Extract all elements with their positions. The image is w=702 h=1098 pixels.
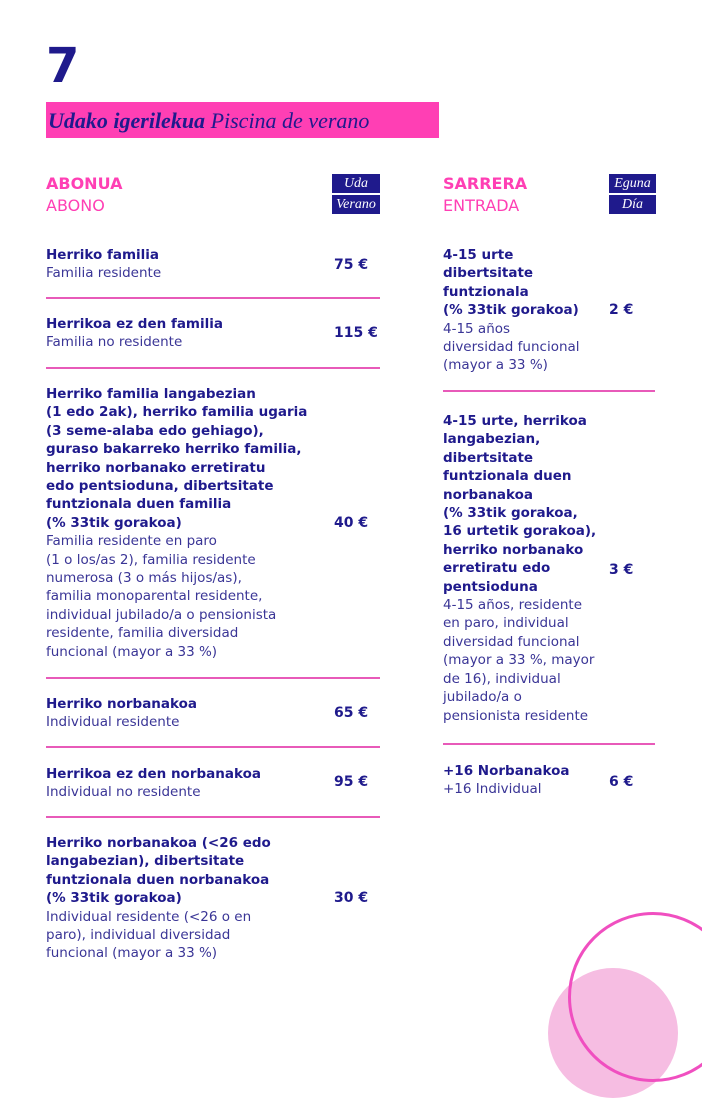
row-label-eu: Herriko norbanakoa (<26 edo langabezian), dibertsitate funtzionala duen norbanakoa (% 33tik gorakoa) xyxy=(46,835,271,907)
entrada-period-es: Día xyxy=(609,195,656,214)
entrada-period xyxy=(609,174,656,216)
abono-row xyxy=(46,385,332,661)
row-label-es: Familia no residente xyxy=(46,334,183,351)
row-label-es: Individual residente (<26 o en paro), individual diversidad funcional (mayor a 33 %) xyxy=(46,908,252,962)
abono-row xyxy=(46,695,326,732)
row-label-eu: 4-15 urte, herrikoa langabezian, dibertsitate funtzionala duen norbanakoa (% 33tik gorakoa, 16 urtetik gorakoa), herriko norbanako erretiratu edo pentsioduna xyxy=(443,413,597,595)
row-label-es: Individual residente xyxy=(46,714,180,731)
row-label-es: Familia residente en paro (1 o los/as 2), familia residente numerosa (3 o más hijos/as), familia monoparental residente, individual jubilado/a o pensionista residente, familia diversidad funcional (mayor a 33 %) xyxy=(46,533,277,660)
row-divider xyxy=(46,297,380,299)
entrada-heading xyxy=(443,173,527,217)
entrada-row xyxy=(443,412,603,725)
abono-price: 75 € xyxy=(334,257,369,273)
entrada-period-eu: Eguna xyxy=(609,174,656,193)
page-title xyxy=(48,108,369,134)
row-divider xyxy=(46,677,380,679)
abono-row xyxy=(46,834,332,963)
abono-row xyxy=(46,765,326,802)
row-label-eu: 4-15 urte dibertsitate funtzionala (% 33tik gorakoa) xyxy=(443,247,579,319)
row-label-es: 4-15 años diversidad funcional (mayor a 33 %) xyxy=(443,320,580,374)
title-eu: Udako igerilekua xyxy=(48,108,206,133)
row-divider xyxy=(46,367,380,369)
row-label-eu: Herrikoa ez den familia xyxy=(46,316,223,332)
row-label-es: Familia residente xyxy=(46,265,162,282)
row-divider xyxy=(443,390,655,392)
abono-row xyxy=(46,246,326,283)
entrada-price: 3 € xyxy=(609,562,634,578)
section-number: 7 xyxy=(46,38,80,94)
abono-price: 115 € xyxy=(334,325,378,341)
row-divider xyxy=(46,746,380,748)
row-label-eu: Herrikoa ez den norbanakoa xyxy=(46,766,261,782)
row-label-es: Individual no residente xyxy=(46,784,201,801)
row-divider xyxy=(443,743,655,745)
abono-heading-eu: ABONUA xyxy=(46,174,123,193)
abono-price: 65 € xyxy=(334,705,369,721)
abono-price: 40 € xyxy=(334,515,369,531)
row-label-eu: Herriko norbanakoa xyxy=(46,696,198,712)
abono-period-es: Verano xyxy=(332,195,380,214)
row-label-eu: Herriko familia xyxy=(46,247,160,263)
abono-period xyxy=(332,174,380,216)
abono-price: 95 € xyxy=(334,774,369,790)
abono-heading-es: ABONO xyxy=(46,196,105,215)
row-label-eu: +16 Norbanakoa xyxy=(443,763,570,779)
row-label-eu: Herriko familia langabezian (1 edo 2ak), herriko familia ugaria (3 seme-alaba edo gehiago), guraso bakarreko herriko familia, herriko norbanako erretiratu edo pentsioduna, dibertsitate funtzionala duen familia (% 33tik gorakoa) xyxy=(46,386,308,531)
row-label-es: +16 Individual xyxy=(443,781,542,798)
abono-period-eu: Uda xyxy=(332,174,380,193)
abono-price: 30 € xyxy=(334,890,369,906)
abono-heading xyxy=(46,173,122,217)
title-es: Piscina de verano xyxy=(210,108,370,133)
entrada-price: 2 € xyxy=(609,302,634,318)
entrada-price: 6 € xyxy=(609,774,634,790)
row-label-es: 4-15 años, residente en paro, individual diversidad funcional (mayor a 33 %, mayor de 16), individual jubilado/a o pensionista residente xyxy=(443,597,595,724)
entrada-heading-eu: SARRERA xyxy=(443,174,528,193)
entrada-heading-es: ENTRADA xyxy=(443,196,520,215)
row-divider xyxy=(46,816,380,818)
entrada-row xyxy=(443,246,603,375)
entrada-row xyxy=(443,762,603,799)
abono-row xyxy=(46,315,326,352)
